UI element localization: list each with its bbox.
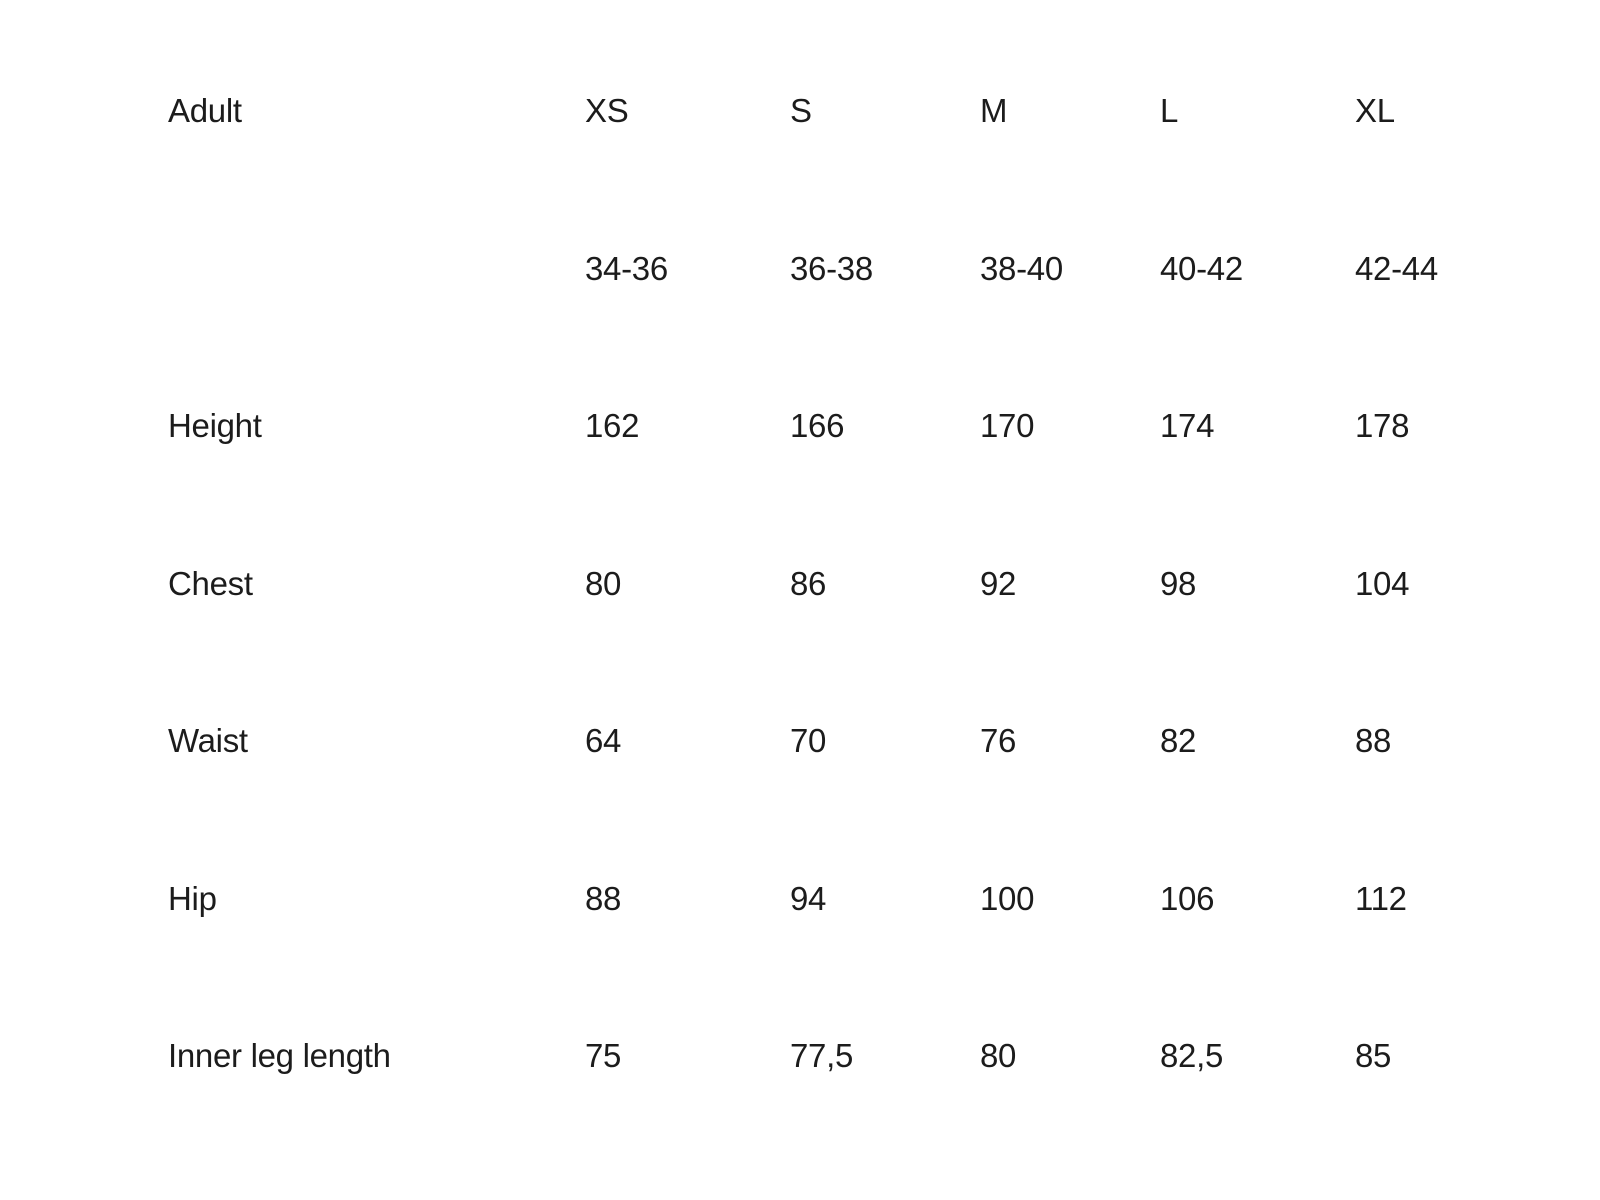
table-row-chest	[168, 505, 1600, 663]
chest-value: 86	[790, 564, 827, 602]
chest-value: 80	[585, 564, 622, 602]
table-row-euro-sizes	[168, 190, 1600, 348]
waist-value: 64	[585, 722, 622, 760]
height-value: 178	[1355, 407, 1410, 445]
size-header-xs: XS	[585, 92, 629, 130]
euro-size-value: 42-44	[1355, 249, 1438, 287]
inner-leg-value: 80	[980, 1037, 1017, 1075]
height-value: 162	[585, 407, 640, 445]
table-row-hip	[168, 820, 1600, 978]
size-header-m: M	[980, 92, 1008, 130]
hip-value: 100	[980, 879, 1035, 917]
size-chart-header-row	[168, 32, 1600, 190]
chest-value: 92	[980, 564, 1017, 602]
hip-value: 94	[790, 879, 827, 917]
euro-size-value: 38-40	[980, 249, 1063, 287]
hip-value: 112	[1355, 879, 1407, 917]
inner-leg-value: 75	[585, 1037, 622, 1075]
waist-value: 82	[1160, 722, 1197, 760]
row-label: Height	[168, 407, 262, 445]
size-header-xl: XL	[1355, 92, 1395, 130]
height-value: 174	[1160, 407, 1215, 445]
waist-value: 88	[1355, 722, 1392, 760]
hip-value: 106	[1160, 879, 1215, 917]
chest-value: 98	[1160, 564, 1197, 602]
euro-size-value: 36-38	[790, 249, 873, 287]
table-row-inner-leg-length	[168, 977, 1600, 1135]
table-row-height	[168, 347, 1600, 505]
row-label: Chest	[168, 564, 253, 602]
size-header-l: L	[1160, 92, 1179, 130]
inner-leg-value: 77,5	[790, 1037, 854, 1075]
row-label: Hip	[168, 879, 217, 917]
height-value: 166	[790, 407, 845, 445]
euro-size-value: 34-36	[585, 249, 668, 287]
height-value: 170	[980, 407, 1035, 445]
row-label: Waist	[168, 722, 248, 760]
row-label: Inner leg length	[168, 1037, 391, 1075]
waist-value: 76	[980, 722, 1017, 760]
waist-value: 70	[790, 722, 827, 760]
euro-size-value: 40-42	[1160, 249, 1243, 287]
hip-value: 88	[585, 879, 622, 917]
inner-leg-value: 85	[1355, 1037, 1392, 1075]
table-row-waist	[168, 662, 1600, 820]
size-header-s: S	[790, 92, 812, 130]
group-label-adult: Adult	[168, 92, 242, 130]
inner-leg-value: 82,5	[1160, 1037, 1224, 1075]
chest-value: 104	[1355, 564, 1410, 602]
